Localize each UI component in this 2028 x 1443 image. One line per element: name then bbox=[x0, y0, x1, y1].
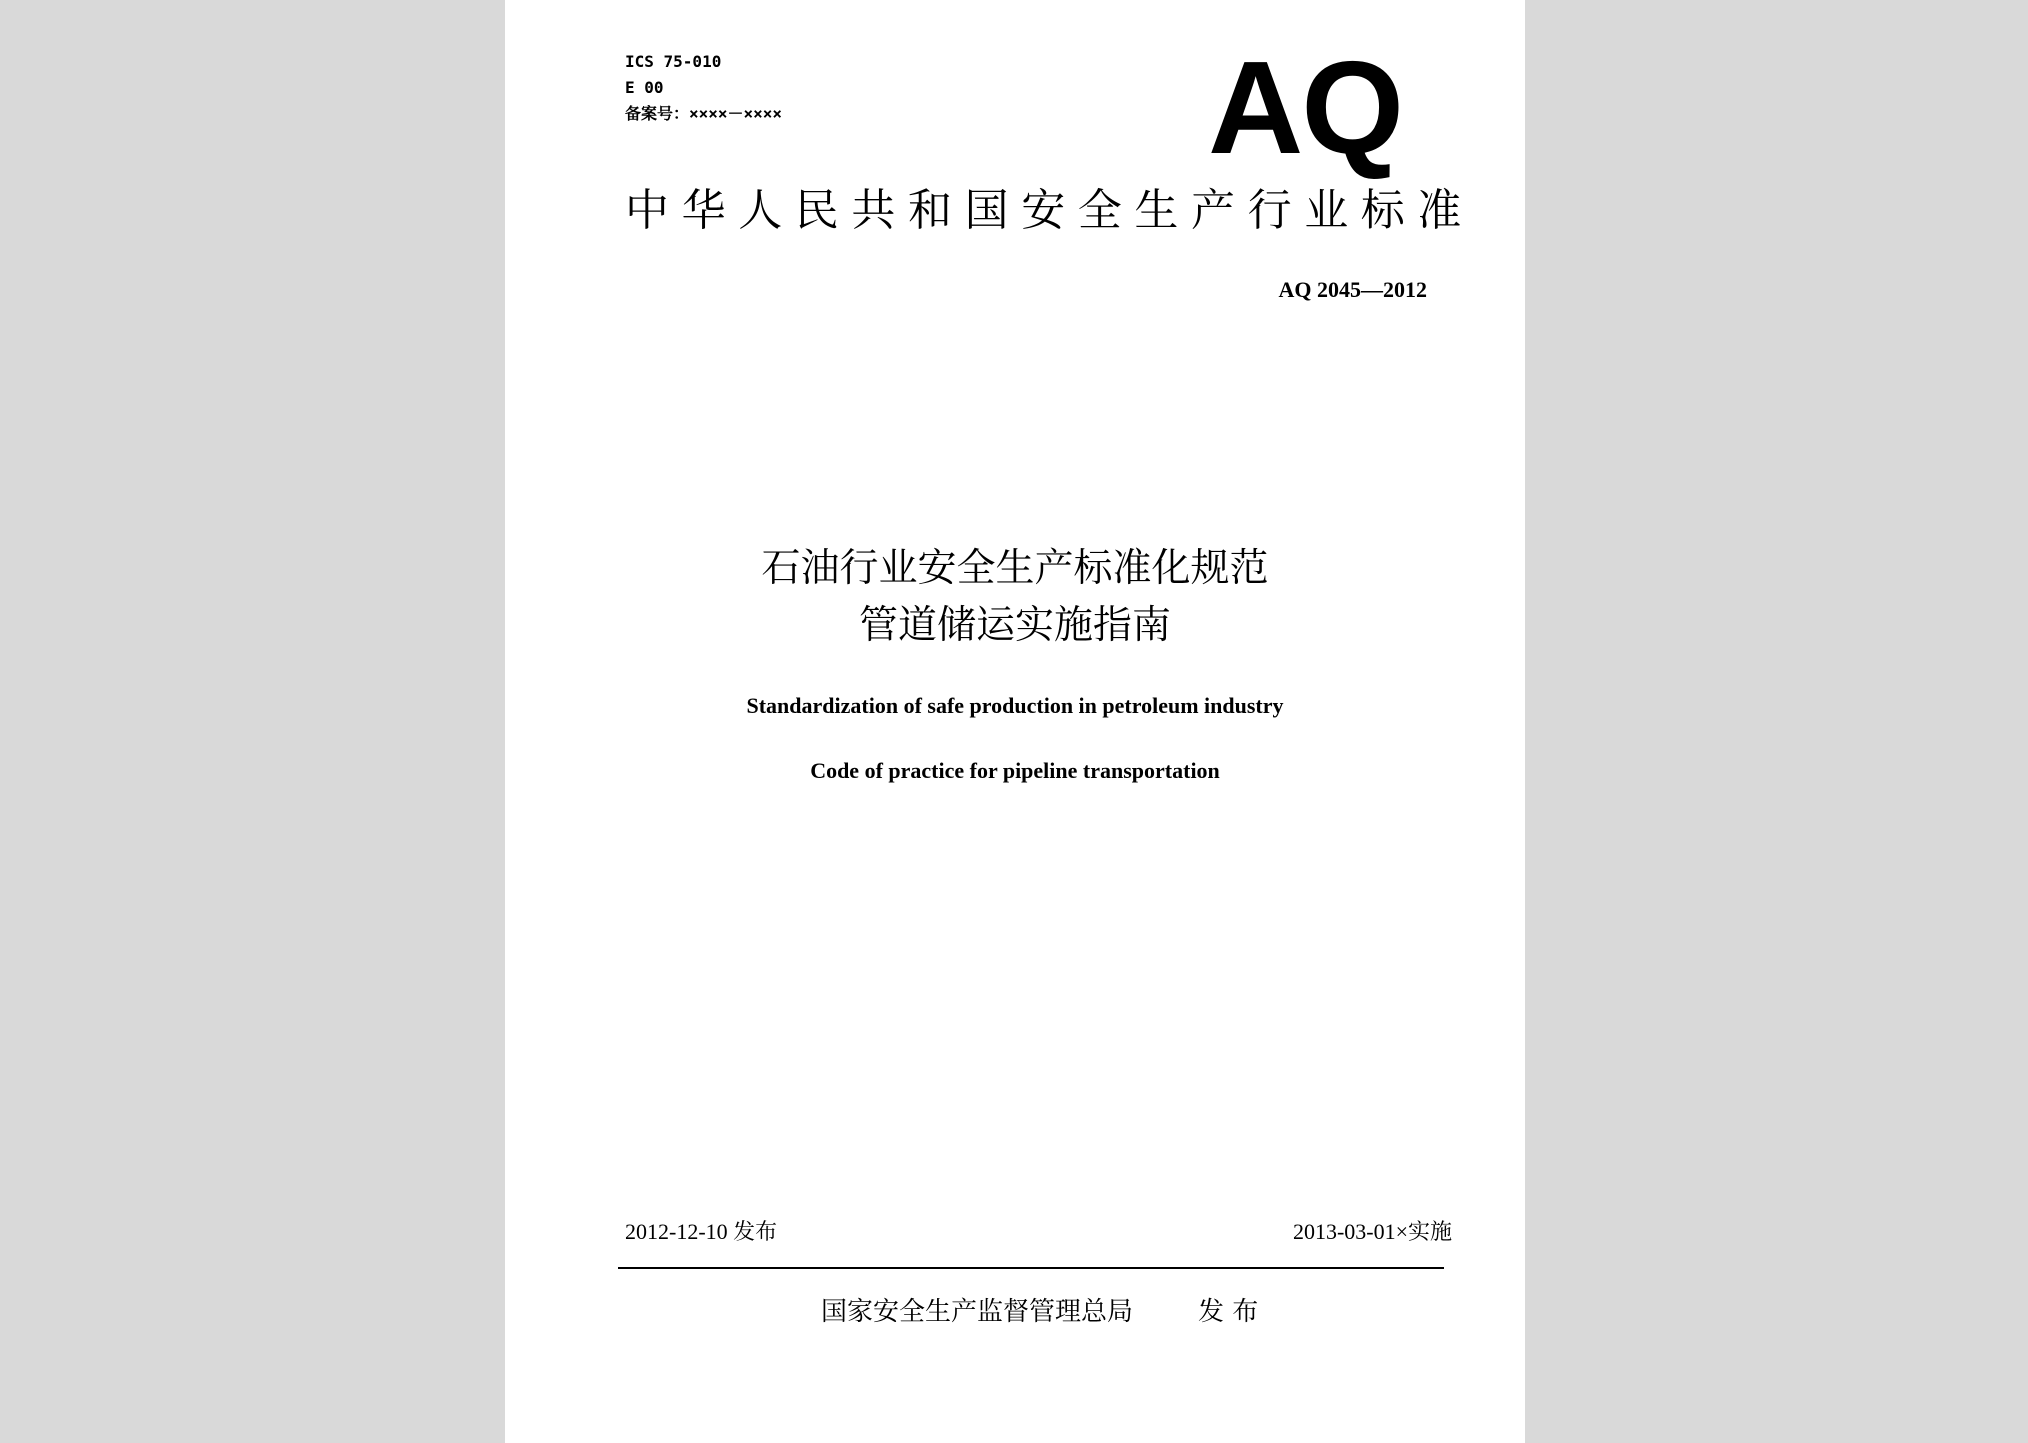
effective-date: 2013-03-01×实施 bbox=[1292, 1219, 1452, 1244]
issue-date: 2012-12-10 发布 bbox=[625, 1219, 778, 1244]
industry-standard-title: 中华人民共和国安全生产行业标准 bbox=[625, 185, 1474, 236]
title-en-line2: Code of practice for pipeline transportation bbox=[810, 758, 1220, 783]
title-en-line1: Standardization of safe production in petroleum industry bbox=[746, 693, 1284, 718]
divider-rule bbox=[618, 1267, 1444, 1269]
document-page bbox=[505, 0, 1525, 1443]
publisher-name: 国家安全生产监督管理总局 bbox=[821, 1297, 1134, 1327]
ccs-code: E 00 bbox=[625, 78, 664, 97]
aq-logo: AQ bbox=[1208, 34, 1402, 181]
ics-code: ICS 75-010 bbox=[625, 52, 722, 71]
standard-number: AQ 2045—2012 bbox=[1278, 277, 1427, 302]
publisher-action: 发 布 bbox=[1198, 1297, 1259, 1327]
title-zh-line2: 管道储运实施指南 bbox=[858, 603, 1171, 648]
title-zh-line1: 石油行业安全生产标准化规范 bbox=[761, 546, 1269, 591]
filing-number: 备案号：××××－×××× bbox=[625, 104, 783, 123]
